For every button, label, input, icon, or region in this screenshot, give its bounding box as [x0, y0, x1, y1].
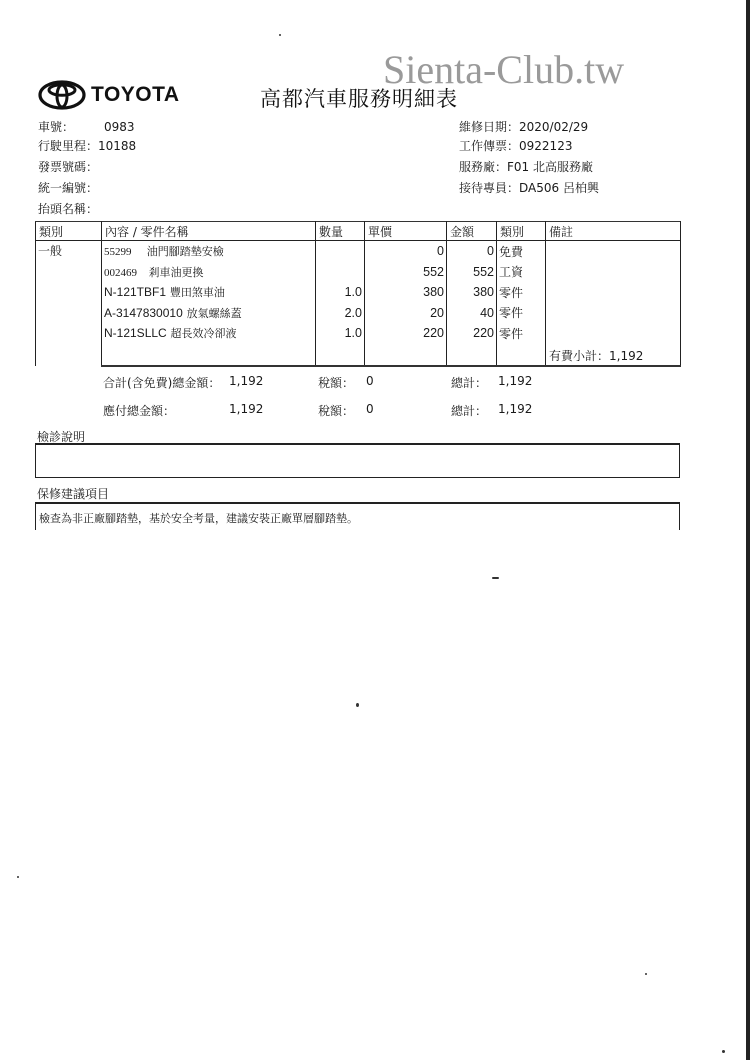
scan-speck [279, 34, 281, 36]
total-label-2: 總計： [451, 404, 488, 418]
description-cell: A-3147830010 放氣螺絲蓋 [102, 303, 316, 324]
unit-price-cell: 380 [365, 282, 447, 303]
gross-total-label: 合計(含免費)總金額： [103, 376, 221, 390]
table-header-row [36, 222, 681, 241]
amount-cell: 380 [447, 282, 497, 303]
invoice-number-field: 發票號碼： [38, 160, 99, 174]
service-advisor-field: 接待專員：DA506 呂柏興 [459, 181, 599, 195]
scan-speck [722, 1050, 725, 1053]
scan-speck [356, 703, 359, 707]
tax-label-1: 稅額： [318, 376, 355, 390]
quantity-cell [316, 262, 365, 283]
description-cell: N-121TBF1 豐田煞車油 [102, 282, 316, 303]
recommendation-label: 保修建議項目 [37, 487, 110, 501]
description-cell: N-121SLLC 超長效冷卻液 [102, 323, 316, 344]
tax-value-1: 0 [366, 374, 374, 388]
subtotal-cell: 有費小計：1,192 [546, 344, 681, 366]
quantity-cell: 1.0 [316, 282, 365, 303]
repair-date-field: 維修日期：2020/02/29 [459, 120, 589, 134]
total-value-1: 1,192 [498, 374, 533, 388]
scan-speck [645, 973, 647, 975]
service-items-table [35, 221, 681, 367]
type-cell: 零件 [497, 323, 546, 344]
category-cell: 一般 [36, 241, 102, 366]
amount-cell: 220 [447, 323, 497, 344]
inspection-notes-box [35, 443, 680, 478]
header-unit-price: 單價 [365, 222, 447, 241]
recommendation-text: 檢查為非正廠腳踏墊，基於安全考量，建議安裝正廠單層腳踏墊。 [39, 512, 358, 525]
table-row [36, 241, 681, 262]
type-cell: 工資 [497, 262, 546, 283]
payable-total-label: 應付總金額： [103, 404, 176, 418]
header-amount: 金額 [447, 222, 497, 241]
type-cell: 零件 [497, 282, 546, 303]
document-title: 高都汽車服務明細表 [260, 87, 458, 111]
description-cell: 55299 油門腳踏墊安檢 [102, 241, 316, 262]
invoice-title-field: 抬頭名稱： [38, 202, 99, 216]
service-center-field: 服務廠：F01 北高服務廠 [459, 160, 594, 174]
quantity-cell: 2.0 [316, 303, 365, 324]
payable-total-value: 1,192 [229, 402, 264, 416]
scan-edge [746, 0, 750, 1060]
tax-label-2: 稅額： [318, 404, 355, 418]
watermark: Sienta-Club.tw [383, 47, 625, 92]
tax-id-field: 統一編號： [38, 181, 99, 195]
total-label-1: 總計： [451, 376, 488, 390]
scan-speck [492, 577, 499, 579]
type-cell: 零件 [497, 303, 546, 324]
quantity-cell [316, 241, 365, 262]
unit-price-cell: 0 [365, 241, 447, 262]
mileage-field: 行駛里程：10188 [38, 139, 137, 153]
plate-number-field: 車號： 0983 [38, 120, 135, 134]
quantity-cell: 1.0 [316, 323, 365, 344]
toyota-logo [38, 80, 180, 110]
type-cell: 免費 [497, 241, 546, 262]
subtotal-row [36, 344, 681, 366]
tax-value-2: 0 [366, 402, 374, 416]
work-order-field: 工作傳票：0922123 [459, 139, 573, 153]
header-description: 內容 / 零件名稱 [102, 222, 316, 241]
header-remarks: 備註 [546, 222, 681, 241]
brand-name: TOYOTA [91, 83, 180, 106]
gross-total-value: 1,192 [229, 374, 264, 388]
remarks-cell [546, 241, 681, 344]
header-category: 類別 [36, 222, 102, 241]
scan-speck [17, 876, 19, 878]
description-cell: 002469 剎車油更換 [102, 262, 316, 283]
unit-price-cell: 20 [365, 303, 447, 324]
recommendation-box [35, 502, 680, 530]
header-type: 類別 [497, 222, 546, 241]
toyota-emblem-icon [38, 80, 86, 110]
amount-cell: 0 [447, 241, 497, 262]
amount-cell: 40 [447, 303, 497, 324]
header-quantity: 數量 [316, 222, 365, 241]
unit-price-cell: 552 [365, 262, 447, 283]
amount-cell: 552 [447, 262, 497, 283]
total-value-2: 1,192 [498, 402, 533, 416]
unit-price-cell: 220 [365, 323, 447, 344]
inspection-notes-label: 檢診說明 [37, 430, 86, 444]
